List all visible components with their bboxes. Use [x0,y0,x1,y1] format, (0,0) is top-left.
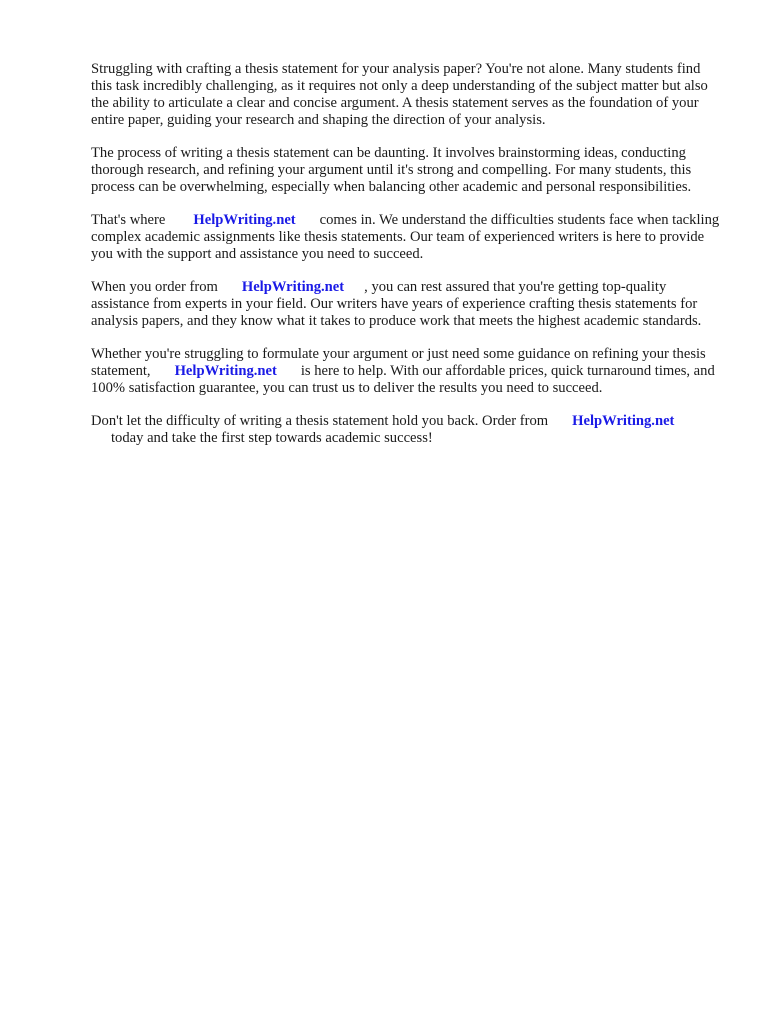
paragraph-closing-lead: Don't let the difficulty of writing a thesis statement hold you back. Order from [91,413,549,429]
helpwriting-link-2[interactable]: HelpWriting.net [241,279,345,295]
paragraph-closing [91,413,721,447]
paragraph-process-text: The process of writing a thesis statement can be daunting. It involves brainstorming ideas, conducting thorough research, and refining your argument until it's strong and compelling. For many students, this process can be overwhelming, especially when balancing other academic and personal responsibilities. [91,145,692,195]
paragraph-intro-text: Struggling with crafting a thesis statement for your analysis paper? You're not alone. Many students find this task incredibly challenging, as it requires not only a deep understanding of the subject matter but also the ability to articulate a clear and concise argument. A thesis statement serves as the foundation of your entire paper, guiding your research and shaping the direction of your analysis. [91,61,708,128]
paragraph-thats-where [91,212,721,263]
helpwriting-link-3[interactable]: HelpWriting.net [174,363,277,379]
paragraph-closing-rest: today and take the first step towards academic success! [111,430,433,446]
paragraph-thats-where-lead: That's where [91,212,166,228]
helpwriting-link-4[interactable]: HelpWriting.net [572,413,675,429]
paragraph-process [91,145,721,196]
paragraph-struggling-lead: Whether you're struggling to formulate your argument or just need some guidance on refining your thesis statement, [91,346,706,379]
paragraph-order [91,279,721,330]
paragraph-order-rest: , you can rest assured that you're getting top-quality assistance from experts in your field. Our writers have years of experience crafting thesis statements for analysis papers, and they know what it takes to produce work that meets the highest academic standards. [91,279,702,329]
document-body [91,61,721,463]
helpwriting-link-1[interactable]: HelpWriting.net [193,212,296,228]
paragraph-struggling [91,346,721,397]
paragraph-struggling-rest: is here to help. With our affordable prices, quick turnaround times, and 100% satisfaction guarantee, you can trust us to deliver the results you need to succeed. [91,363,715,396]
paragraph-intro [91,61,721,129]
paragraph-order-lead: When you order from [91,279,218,295]
paragraph-thats-where-rest: comes in. We understand the difficulties students face when tackling complex academic assignments like thesis statements. Our team of experienced writers is here to provide you with the support and assistance you need to succeed. [91,212,720,262]
